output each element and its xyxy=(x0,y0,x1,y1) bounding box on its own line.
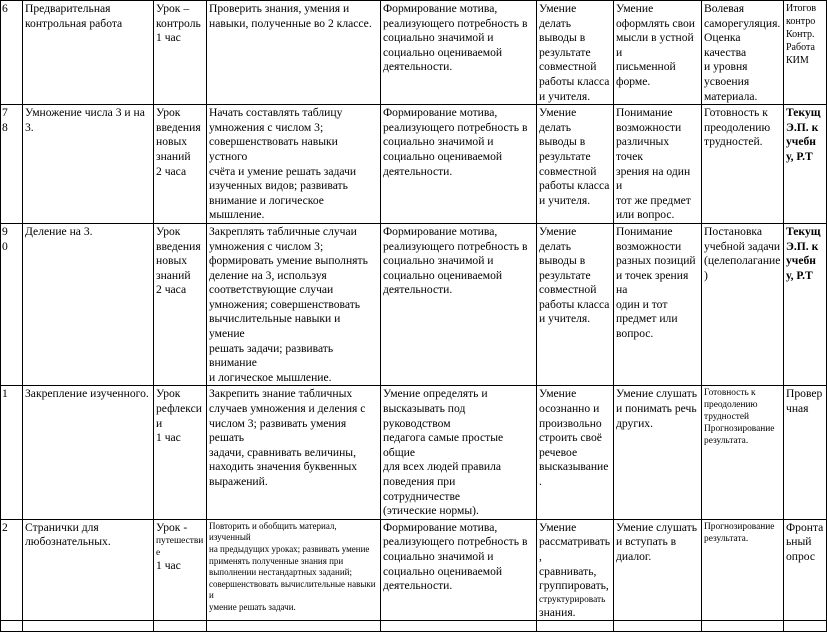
empty-cell xyxy=(381,621,537,632)
table-row xyxy=(1,1,827,105)
cognitive-text: Умение рассматривать, сравнивать, группировать, xyxy=(539,520,611,593)
personal-outcomes: Формирование мотива, реализующего потребность в социально значимой и социально оцениваемой деятельности. xyxy=(381,519,537,621)
table-row xyxy=(1,519,827,621)
cognitive-outcomes: Умение делать выводы в результате совместной работы класса и учителя. xyxy=(537,105,614,224)
cognitive-text-end: знания. xyxy=(539,605,576,619)
lesson-number: 9 0 xyxy=(1,223,23,386)
lesson-number: 2 xyxy=(1,519,23,621)
regulative-outcomes: Прогнозирование результата. xyxy=(702,519,784,621)
lesson-goal: Закреплять табличные случаи умножения с числом 3; формировать умение выполнять деление на 3, используя соответствующие случаи умножения; совершенствовать вычислительные навыки и умение решать задачи; развивать внимание и логическое мышление. xyxy=(207,223,381,386)
lesson-type-label: Урок - xyxy=(156,520,188,534)
lesson-type: Урок рефлексии 1 час xyxy=(154,386,207,519)
communicative-outcomes: Умение оформлять свои мысли в устной и письменной форме. xyxy=(614,1,702,105)
regulative-outcomes: Готовность к преодолению трудностей. xyxy=(702,105,784,224)
control-form: Текущ Э.П. к учебн у, Р.Т xyxy=(784,105,827,224)
communicative-outcomes: Умение слушать и вступать в диалог. xyxy=(614,519,702,621)
lesson-goal: Проверить знания, умения и навыки, полученные во 2 классе. xyxy=(207,1,381,105)
control-form: Фронта ьный опрос xyxy=(784,519,827,621)
empty-cell xyxy=(537,621,614,632)
cognitive-outcomes: Умение делать выводы в результате совместной работы класса и учителя. xyxy=(537,223,614,386)
empty-cell xyxy=(702,621,784,632)
control-form: Текущ Э.П. к учебн у, Р.Т xyxy=(784,223,827,386)
table-row xyxy=(1,621,827,632)
personal-outcomes: Умение определять и высказывать под руководством педагога самые простые общие для всех людей правила поведения при сотрудничестве (этические нормы). xyxy=(381,386,537,519)
empty-cell xyxy=(23,621,154,632)
regulative-outcomes: Постановка учебной задачи (целеполагание) xyxy=(702,223,784,386)
personal-outcomes: Формирование мотива, реализующего потребность в социально значимой и социально оцениваемой деятельности. xyxy=(381,1,537,105)
control-form: Итогов контро Контр. Работа КИМ xyxy=(784,1,827,105)
communicative-outcomes: Умение слушать и понимать речь других. xyxy=(614,386,702,519)
table-row xyxy=(1,105,827,224)
table-row xyxy=(1,386,827,519)
lesson-topic: Закрепление изученного. xyxy=(23,386,154,519)
lesson-type: Урок – контроль 1 час xyxy=(154,1,207,105)
lesson-goal: Начать составлять таблицу умножения с числом 3; совершенствовать навыки устного счёта и умение решать задачи изученных видов; развивать внимание и логическое мышление. xyxy=(207,105,381,224)
personal-outcomes: Формирование мотива, реализующего потребность в социально значимой и социально оцениваемой деятельности. xyxy=(381,105,537,224)
lesson-topic: Предварительная контрольная работа xyxy=(23,1,154,105)
empty-cell xyxy=(614,621,702,632)
lesson-goal: Закрепить знание табличных случаев умножения и деления с числом 3; развивать умения решать задачи, сравнивать величины, находить значения буквенных выражений. xyxy=(207,386,381,519)
empty-cell xyxy=(154,621,207,632)
lesson-topic: Странички для любознательных. xyxy=(23,519,154,621)
empty-cell xyxy=(784,621,827,632)
control-form: Провер чная xyxy=(784,386,827,519)
cognitive-outcomes: Умение осознанно и произвольно строить своё речевое высказывание. xyxy=(537,386,614,519)
communicative-outcomes: Понимание возможности разных позиций и точек зрения на один и тот предмет или вопрос. xyxy=(614,223,702,386)
lesson-type-hours: 1 час xyxy=(156,559,181,573)
lesson-number: 6 xyxy=(1,1,23,105)
lesson-number: 1 xyxy=(1,386,23,519)
lesson-goal: Повторить и обобщить материал, изученный на предыдущих уроках; развивать умение применять полученные знания при выполнении нестандартных заданий; совершенствовать вычислительные навыки и умение решать задачи. xyxy=(207,519,381,621)
regulative-outcomes: Волевая саморегуляция. Оценка качества и уровня усвоения материала. xyxy=(702,1,784,105)
personal-outcomes: Формирование мотива, реализующего потребность в социально значимой и социально оцениваемой деятельности. xyxy=(381,223,537,386)
lesson-number: 7 8 xyxy=(1,105,23,224)
empty-cell xyxy=(1,621,23,632)
empty-cell xyxy=(207,621,381,632)
lesson-type xyxy=(154,519,207,621)
cognitive-text-small: структурировать xyxy=(539,594,606,605)
lesson-type: Урок введения новых знаний 2 часа xyxy=(154,223,207,386)
lesson-type-subtitle: путешествие xyxy=(156,536,204,559)
cognitive-outcomes: Умение делать выводы в результате совместной работы класса и учителя. xyxy=(537,1,614,105)
table-row xyxy=(1,223,827,386)
regulative-outcomes: Готовность к преодолению трудностей Прогнозирование результата. xyxy=(702,386,784,519)
cognitive-outcomes xyxy=(537,519,614,621)
communicative-outcomes: Понимание возможности различных точек зрения на один и тот же предмет или вопрос. xyxy=(614,105,702,224)
lesson-type: Урок введения новых знаний 2 часа xyxy=(154,105,207,224)
lesson-topic: Умножение числа 3 и на 3. xyxy=(23,105,154,224)
lesson-topic: Деление на 3. xyxy=(23,223,154,386)
